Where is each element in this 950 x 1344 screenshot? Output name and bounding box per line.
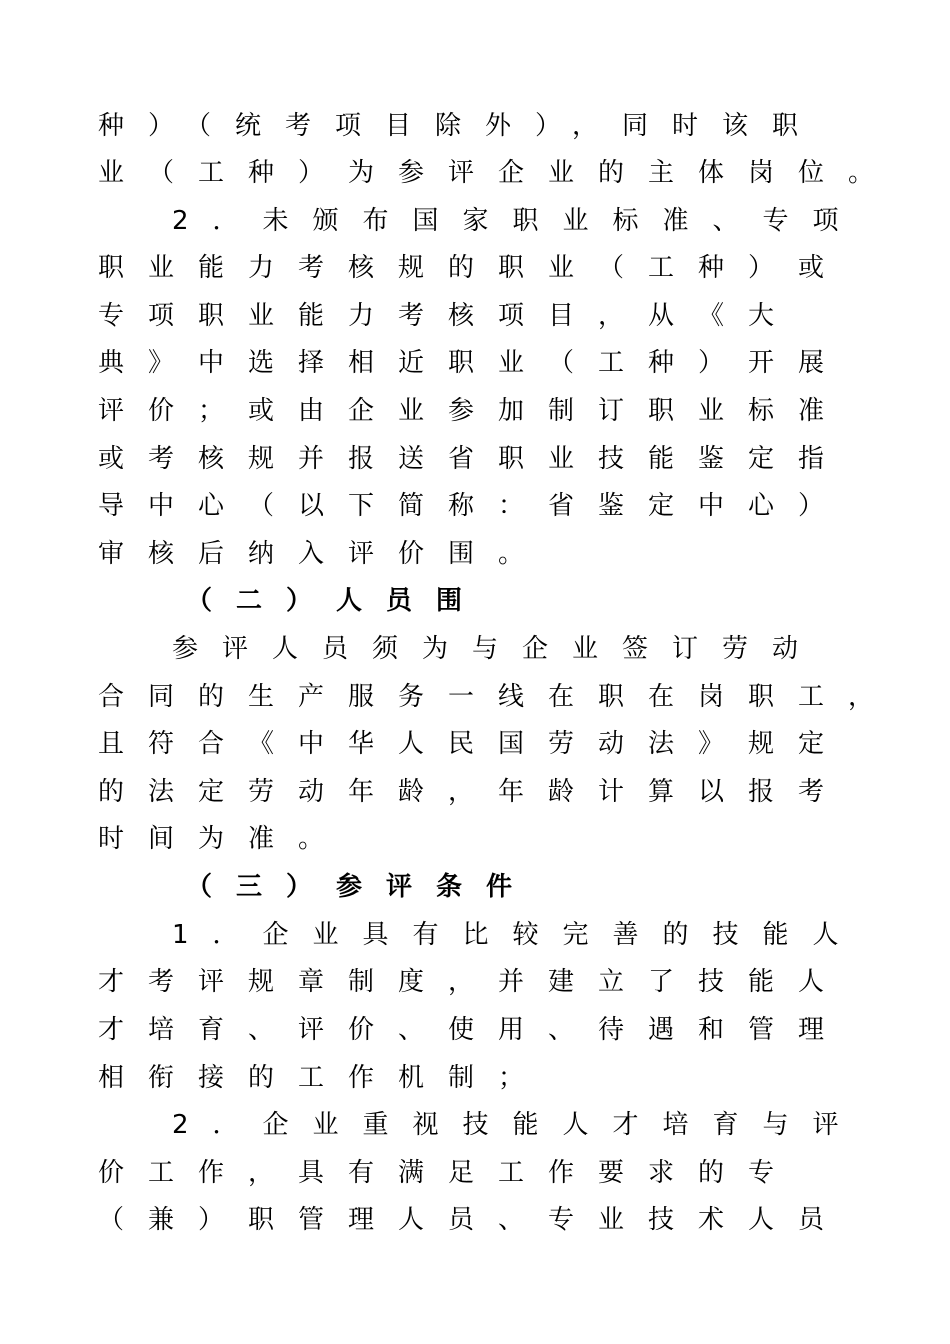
paragraph-line: 相衔接的工作机制； xyxy=(98,1063,549,1093)
paragraph-line: 1．企业具有比较完善的技能人 xyxy=(172,920,863,950)
paragraph-line: 且符合《中华人民国劳动法》规定 xyxy=(98,729,849,759)
paragraph-line: 参评人员须为与企业签订劳动 xyxy=(172,634,823,664)
paragraph-line: 专项职业能力考核项目，从《大 xyxy=(98,301,799,331)
paragraph-line: 导中心（以下简称：省鉴定中心） xyxy=(98,491,849,521)
paragraph-line: 2．未颁布国家职业标准、专项 xyxy=(172,206,863,236)
paragraph-line: 典》中选择相近职业（工种）开展 xyxy=(98,348,849,378)
paragraph-line: 才考评规章制度，并建立了技能人 xyxy=(98,967,849,997)
paragraph-line: 职业能力考核规的职业（工种）或 xyxy=(98,253,849,283)
section-heading: （三）参评条件 xyxy=(186,872,537,902)
paragraph-line: 业（工种）为参评企业的主体岗位。 xyxy=(98,158,899,188)
paragraph-line: 价工作，具有满足工作要求的专 xyxy=(98,1158,799,1188)
paragraph-line: 的法定劳动年龄，年龄计算以报考 xyxy=(98,777,849,807)
paragraph-line: 时间为准。 xyxy=(98,824,349,854)
paragraph-line: 种）（统考项目除外），同时该职 xyxy=(98,111,823,141)
paragraph-line: 或考核规并报送省职业技能鉴定指 xyxy=(98,444,849,474)
paragraph-line: 2．企业重视技能人才培育与评 xyxy=(172,1110,863,1140)
paragraph-line: 合同的生产服务一线在职在岗职工， xyxy=(98,682,899,712)
section-heading: （二）人员围 xyxy=(186,586,487,616)
paragraph-line: （兼）职管理人员、专业技术人员 xyxy=(98,1205,849,1235)
paragraph-line: 审核后纳入评价围。 xyxy=(98,539,549,569)
paragraph-line: 才培育、评价、使用、待遇和管理 xyxy=(98,1015,849,1045)
paragraph-line: 评价；或由企业参加制订职业标准 xyxy=(98,396,849,426)
